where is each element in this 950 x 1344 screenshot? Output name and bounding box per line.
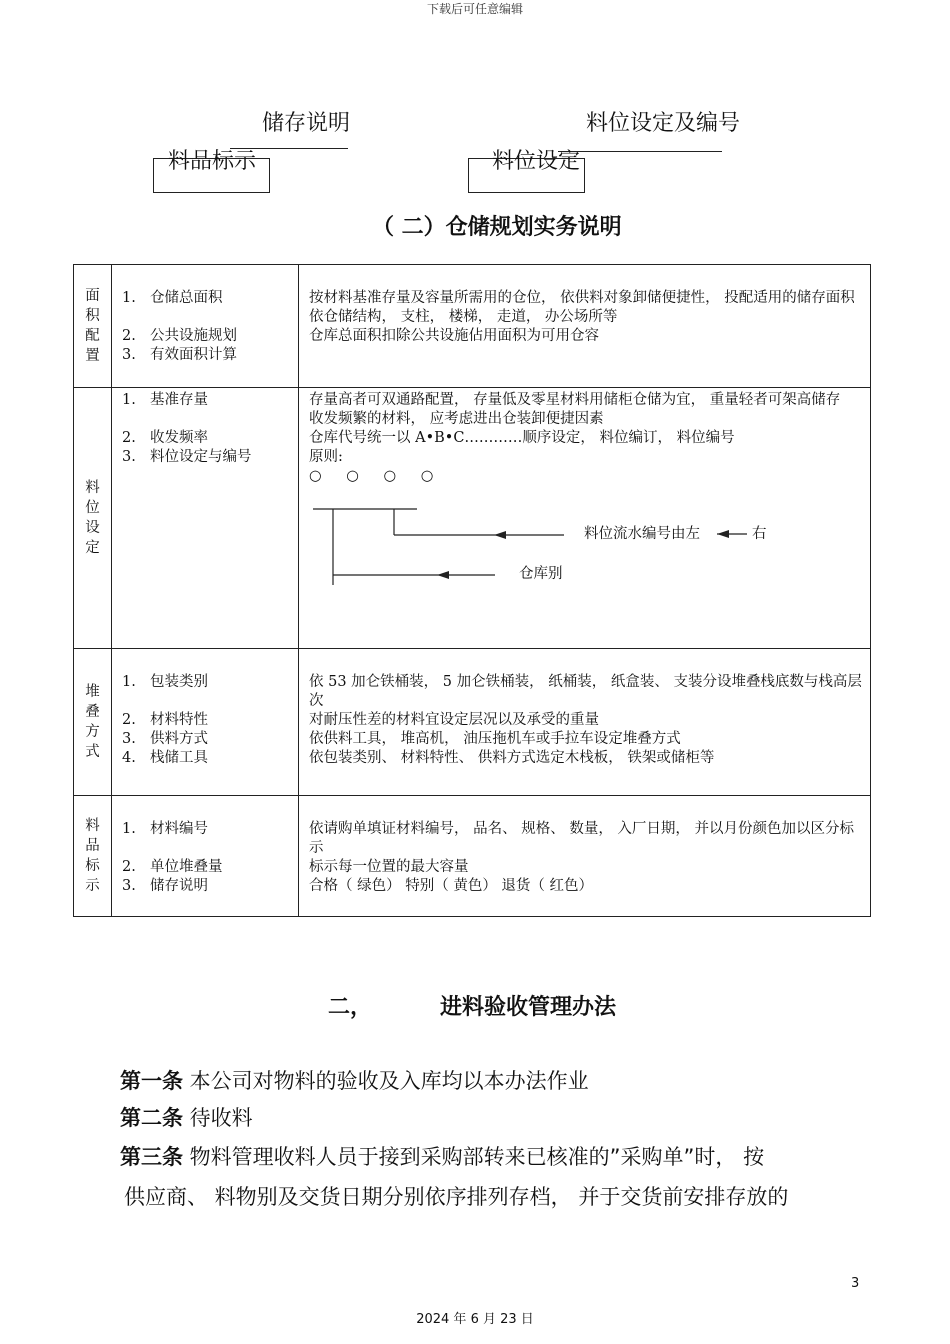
list-item: 3. 料位设定与编号 (122, 449, 252, 465)
article-3: 第三条 物料管理收料人员于接到采购部转来已核准的”采购单”时， 按 (120, 1145, 765, 1169)
desc-line: 原则: (309, 449, 343, 465)
location-code-underline (558, 151, 722, 152)
header-note: 下载后可任意编辑 (426, 2, 523, 16)
category-cell (74, 265, 112, 388)
desc-line: 存量高者可双通路配置， 存量低及零星材料用储柜仓储为宜， 重量轻者可架高储存 (309, 392, 841, 408)
warehouse-plan-table (73, 264, 871, 917)
location-box-text: 料位设定 (492, 149, 581, 174)
table-row (74, 265, 871, 388)
table-row (74, 388, 871, 649)
desc-cell (299, 388, 871, 649)
desc-cell (299, 265, 871, 388)
footer-date: 2024 年 6 月 23 日 (416, 1312, 534, 1327)
article-3-continued: 供应商、 料物别及交货日期分别依序排列存档， 并于交货前安排存放的 (124, 1185, 789, 1209)
desc-line: 仓库代号统一以 A•B•C…………顺序设定， 料位编订， 料位编号 (309, 430, 735, 446)
desc-line: 合格（ 绿色） 特别（ 黄色） 退货（ 红色） (309, 878, 594, 894)
desc-line: 依包装类别、 材料特性、 供料方式选定木栈板， 铁架或储柜等 (309, 750, 715, 766)
list-item: 2. 单位堆叠量 (122, 859, 223, 875)
items-cell (112, 265, 299, 388)
desc-line: 标示每一位置的最大容量 (309, 859, 469, 875)
list-item: 4. 栈储工具 (122, 750, 208, 766)
category-text: 料位设定 (85, 480, 100, 556)
table-row (74, 649, 871, 796)
code-circles: ○ ○ ○ ○ (309, 468, 444, 484)
list-item: 3. 储存说明 (122, 878, 208, 894)
list-item: 1. 包装类别 (122, 674, 208, 690)
category-cell (74, 649, 112, 796)
arrow2-label: 仓库别 (519, 566, 563, 582)
list-item: 3. 有效面积计算 (122, 347, 237, 363)
item-label-text: 料品标示 (168, 149, 257, 174)
arrow1-label: 料位流水编号由左 (584, 526, 700, 542)
list-item: 1. 基准存量 (122, 392, 208, 408)
items-cell (112, 649, 299, 796)
desc-line: 收发频繁的材料， 应考虑进出仓装卸便捷因素 (309, 411, 604, 427)
desc-line: 依请购单填证材料编号， 品名、 规格、 数量， 入厂日期， 并以月份颜色加以区分标示 (309, 821, 855, 856)
arrow3-head (717, 530, 729, 538)
article-2: 第二条 待收料 (120, 1106, 253, 1130)
desc-line: 依 53 加仑铁桶装， 5 加仑铁桶装， 纸桶装， 纸盒装、 支装分设堆叠栈底数与栈高层次 (309, 674, 862, 709)
category-text: 堆叠方式 (85, 684, 100, 760)
list-item: 2. 收发频率 (122, 430, 208, 446)
chapter-number: 二， (328, 995, 373, 1020)
list-item: 1. 材料编号 (122, 821, 208, 837)
desc-cell (299, 796, 871, 917)
desc-line: 对耐压性差的材料宜设定层况以及承受的重量 (309, 712, 599, 728)
list-item: 2. 材料特性 (122, 712, 208, 728)
category-cell (74, 796, 112, 917)
category-text: 面积配置 (85, 288, 100, 364)
table-row (74, 796, 871, 917)
desc-line: 仓库总面积扣除公共设施佔用面积为可用仓容 (309, 328, 599, 344)
arrow1-head (494, 531, 506, 539)
arrow1-right: 右 (752, 526, 767, 542)
list-item: 2. 公共设施规划 (122, 328, 237, 344)
category-cell (74, 388, 112, 649)
items-cell (112, 796, 299, 917)
arrow2-head (437, 571, 449, 579)
items-cell (112, 388, 299, 649)
chapter-title: 进料验收管理办法 (440, 995, 617, 1020)
list-item: 1. 仓储总面积 (122, 290, 223, 306)
article-1: 第一条 本公司对物料的验收及入库均以本办法作业 (120, 1069, 589, 1093)
section-title: （ 二）仓储规划实务说明 (372, 215, 622, 240)
list-item: 3. 供料方式 (122, 731, 208, 747)
desc-line: 依供料工具， 堆高机， 油压拖机车或手拉车设定堆叠方式 (309, 731, 681, 747)
desc-cell (299, 649, 871, 796)
storage-label: 储存说明 (262, 111, 351, 136)
location-code-label: 料位设定及编号 (586, 111, 741, 136)
page-number: 3 (851, 1276, 860, 1291)
desc-line: 依仓储结构， 支柱， 楼梯， 走道， 办公场所等 (309, 309, 618, 325)
desc-line: 按材料基准存量及容量所需用的仓位， 依供料对象卸储便捷性， 投配适用的储存面积 (309, 290, 855, 306)
category-text: 料品标示 (85, 818, 100, 894)
code-diagram (299, 503, 879, 593)
